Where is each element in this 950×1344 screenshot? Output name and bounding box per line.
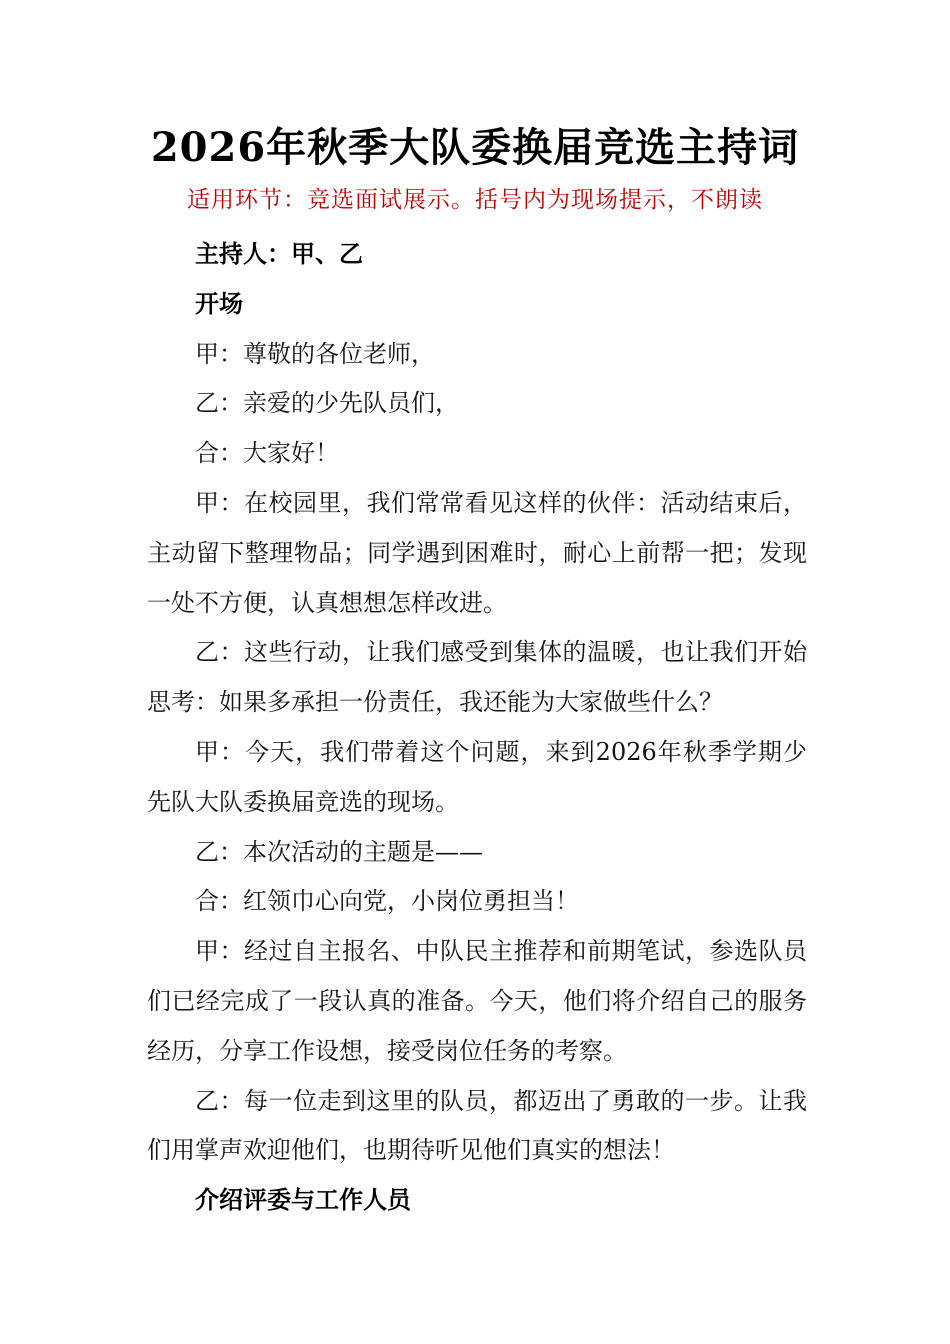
script-paragraph: 合：红领巾心向党，小岗位勇担当！ bbox=[195, 887, 579, 916]
document-title: 2026年秋季大队委换届竞选主持词 bbox=[150, 124, 800, 171]
script-paragraph: 合：大家好！ bbox=[195, 439, 339, 468]
document-body bbox=[147, 230, 807, 1226]
script-paragraph: 甲：今天，我们带着这个问题，来到2026年秋季学期少先队大队委换届竞选的现场。 bbox=[147, 737, 807, 816]
script-paragraph: 乙：每一位走到这里的队员，都迈出了勇敢的一步。让我们用掌声欢迎他们，也期待听见他们真实的想法！ bbox=[147, 1086, 807, 1165]
host-line: 主持人：甲、乙 bbox=[195, 240, 363, 268]
script-paragraph: 乙：亲爱的少先队员们， bbox=[195, 389, 459, 418]
script-paragraph: 乙：本次活动的主题是—— bbox=[195, 837, 483, 866]
script-paragraph: 甲：在校园里，我们常常看见这样的伙伴：活动结束后，主动留下整理物品；同学遇到困难时，耐心上前帮一把；发现一处不方便，认真想想怎样改进。 bbox=[147, 488, 807, 617]
script-paragraph: 甲：尊敬的各位老师， bbox=[195, 339, 435, 368]
section-heading-opening: 开场 bbox=[195, 289, 243, 318]
section-heading-judges: 介绍评委与工作人员 bbox=[195, 1186, 411, 1215]
script-paragraph: 甲：经过自主报名、中队民主推荐和前期笔试，参选队员们已经完成了一段认真的准备。今天，他们将介绍自己的服务经历，分享工作设想，接受岗位任务的考察。 bbox=[147, 937, 807, 1065]
script-paragraph: 乙：这些行动，让我们感受到集体的温暖，也让我们开始思考：如果多承担一份责任，我还能为大家做些什么？ bbox=[147, 638, 807, 717]
document-subtitle: 适用环节：竞选面试展示。括号内为现场提示，不朗读 bbox=[187, 187, 763, 213]
